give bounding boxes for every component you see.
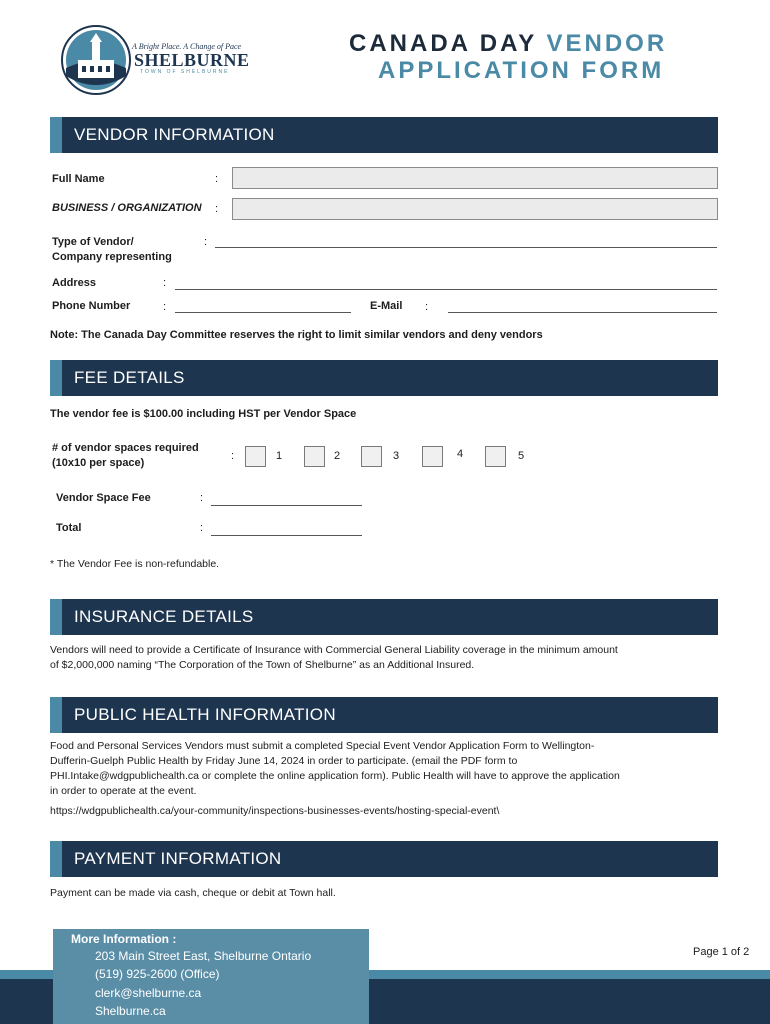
footer-email[interactable]: clerk@shelburne.ca — [95, 986, 202, 1000]
address-label: Address — [52, 277, 97, 289]
spaces-label-2: (10x10 per space) — [52, 457, 145, 469]
space-fee-label: Vendor Space Fee — [56, 492, 151, 504]
email-field[interactable] — [448, 312, 717, 313]
more-info-heading: More Information : — [71, 932, 177, 946]
space-option-1: 1 — [276, 450, 283, 462]
total-label: Total — [56, 522, 82, 534]
logo-sub: TOWN OF SHELBURNE — [140, 69, 230, 75]
health-text-3: PHI.Intake@wdgpublichealth.ca or complete the online application form). Public Health will have to approve the application — [50, 770, 620, 782]
footer-phone: (519) 925-2600 (Office) — [95, 967, 220, 981]
vendor-type-label-2: Company representing — [52, 251, 172, 263]
logo-tagline: A Bright Place. A Change of Pace — [132, 42, 242, 51]
space-fee-field[interactable] — [211, 505, 362, 506]
section-vendor-information: VENDOR INFORMATION — [50, 117, 718, 153]
health-link[interactable]: https://wdgpublichealth.ca/your-community/inspections-businesses-events/hosting-special-event\ — [50, 805, 500, 817]
full-name-label: Full Name — [52, 173, 105, 185]
space-option-2: 2 — [334, 450, 341, 462]
phone-field[interactable] — [175, 312, 351, 313]
space-option-5: 5 — [518, 450, 525, 462]
business-field[interactable] — [232, 198, 718, 220]
vendor-type-field[interactable] — [215, 247, 717, 248]
health-text-2: Dufferin-Guelph Public Health by Friday June 14, 2024 in order to participate. (email the PDF form to — [50, 755, 518, 767]
space-checkbox-4[interactable] — [422, 446, 443, 467]
health-text-4: in order to operate at the event. — [50, 785, 197, 797]
spaces-label: # of vendor spaces required — [52, 442, 199, 454]
footer-web[interactable]: Shelburne.ca — [95, 1004, 166, 1018]
space-checkbox-3[interactable] — [361, 446, 382, 467]
vendor-type-label: Type of Vendor/ — [52, 236, 134, 248]
more-info-box — [53, 929, 369, 1024]
payment-text: Payment can be made via cash, cheque or debit at Town hall. — [50, 887, 336, 899]
section-insurance-details: INSURANCE DETAILS — [50, 599, 718, 635]
footer-address: 203 Main Street East, Shelburne Ontario — [95, 949, 312, 963]
health-text-1: Food and Personal Services Vendors must submit a completed Special Event Vendor Application Form to Wellington- — [50, 740, 595, 752]
section-public-health: PUBLIC HEALTH INFORMATION — [50, 697, 718, 733]
address-field[interactable] — [175, 289, 717, 290]
space-checkbox-5[interactable] — [485, 446, 506, 467]
space-option-3: 3 — [393, 450, 400, 462]
form-title-line1: CANADA DAY VENDOR — [349, 30, 668, 57]
fee-intro: The vendor fee is $100.00 including HST per Vendor Space — [50, 408, 357, 420]
space-checkbox-1[interactable] — [245, 446, 266, 467]
full-name-field[interactable] — [232, 167, 718, 189]
nonrefund-note: * The Vendor Fee is non-refundable. — [50, 558, 220, 570]
section-fee-details: FEE DETAILS — [50, 360, 718, 396]
insurance-text-2: of $2,000,000 naming “The Corporation of the Town of Shelburne” as an Additional Insured. — [50, 659, 475, 671]
insurance-text-1: Vendors will need to provide a Certificate of Insurance with Commercial General Liability coverage in the minimum amount — [50, 644, 618, 656]
total-field[interactable] — [211, 535, 362, 536]
page-number: Page 1 of 2 — [693, 946, 750, 958]
vendor-note: Note: The Canada Day Committee reserves the right to limit similar vendors and deny vendors — [50, 329, 543, 341]
logo-name: SHELBURNE — [134, 50, 250, 70]
form-title-line2: APPLICATION FORM — [378, 57, 665, 84]
email-label: E-Mail — [370, 300, 403, 312]
space-option-4: 4 — [457, 448, 464, 460]
phone-label: Phone Number — [52, 300, 131, 312]
space-checkbox-2[interactable] — [304, 446, 325, 467]
business-label: BUSINESS / ORGANIZATION — [52, 202, 202, 214]
section-payment-information: PAYMENT INFORMATION — [50, 841, 718, 877]
